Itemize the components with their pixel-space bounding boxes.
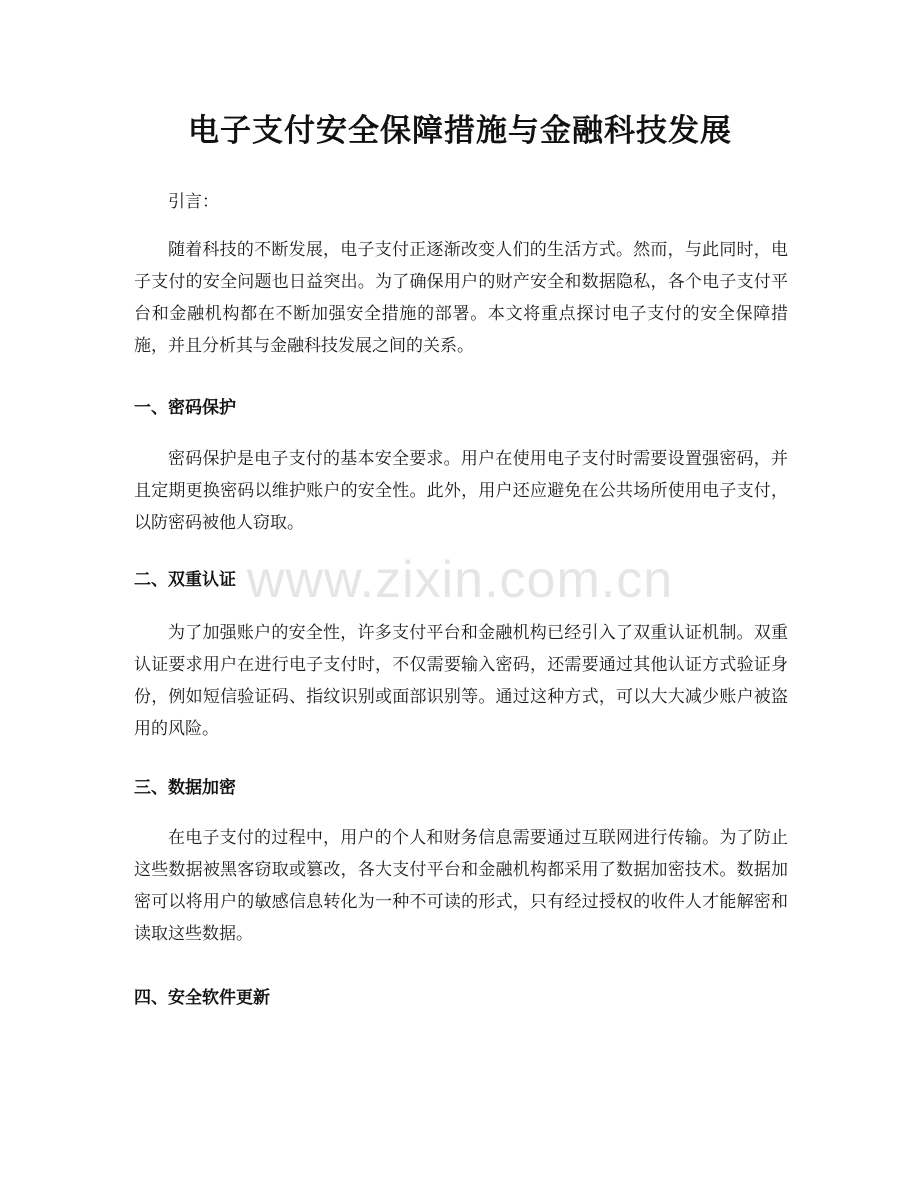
section-text-password: 密码保护是电子支付的基本安全要求。用户在使用电子支付时需要设置强密码，并且定期更换密码以维护账户的安全性。此外，用户还应避免在公共场所使用电子支付，以防密码被他人窃取。 — [134, 449, 788, 533]
intro-label: 引言： — [168, 192, 219, 212]
section-heading-two-factor: 二、双重认证 — [134, 570, 236, 590]
document-title: 电子支付安全保障措施与金融科技发展 — [188, 113, 732, 149]
section-text-encryption: 在电子支付的过程中，用户的个人和财务信息需要通过互联网进行传输。为了防止这些数据被黑客窃取或篡改，各大支付平台和金融机构都采用了数据加密技术。数据加密可以将用户的敏感信息转化为一种不可读的形式，只有经过授权的收件人才能解密和读取这些数据。 — [134, 828, 788, 944]
section-heading-password: 一、密码保护 — [134, 398, 236, 418]
section-text-two-factor: 为了加强账户的安全性，许多支付平台和金融机构已经引入了双重认证机制。双重认证要求用户在进行电子支付时，不仅需要输入密码，还需要通过其他认证方式验证身份，例如短信验证码、指纹识别或面部识别等。通过这种方式，可以大大减少账户被盗用的风险。 — [134, 623, 788, 739]
section-heading-encryption: 三、数据加密 — [134, 778, 236, 798]
section-heading-software-update: 四、安全软件更新 — [134, 988, 270, 1008]
watermark: www.zixin.com.cn — [246, 551, 674, 609]
intro-paragraph: 随着科技的不断发展，电子支付正逐渐改变人们的生活方式。然而，与此同时，电子支付的安全问题也日益突出。为了确保用户的财产安全和数据隐私，各个电子支付平台和金融机构都在不断加强安全措施的部署。本文将重点探讨电子支付的安全保障措施，并且分析其与金融科技发展之间的关系。 — [134, 240, 788, 356]
